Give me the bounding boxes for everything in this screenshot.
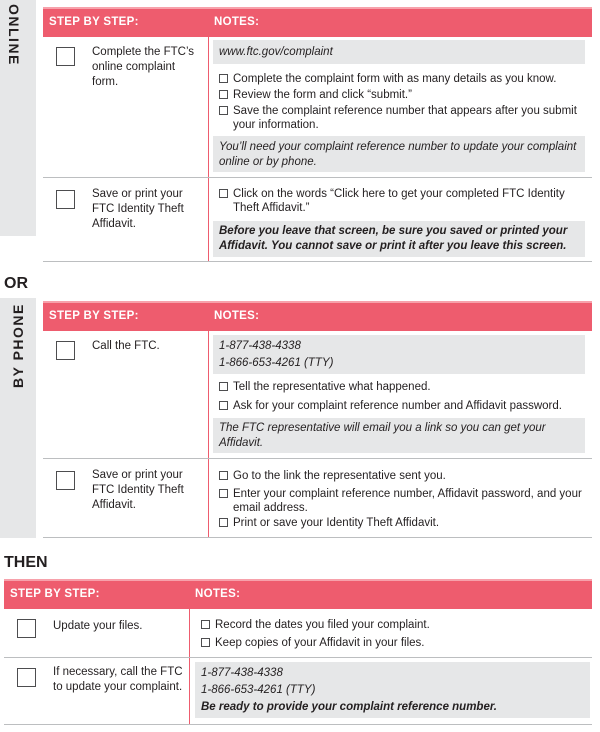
by-phone-label: BY PHONE	[10, 303, 26, 388]
phone-header	[43, 301, 592, 331]
checklist-item: Record the dates you filed your complaint.	[201, 618, 591, 632]
online-column-divider	[208, 37, 209, 261]
row-divider	[43, 261, 592, 262]
checkbox-icon[interactable]	[201, 620, 210, 629]
checkbox-icon[interactable]	[219, 489, 228, 498]
step-header: STEP BY STEP:	[10, 588, 100, 600]
phone-number: 1-877-438-4338	[219, 340, 301, 352]
checklist-item: Go to the link the representative sent you.	[219, 469, 585, 483]
checkbox-icon[interactable]	[219, 74, 228, 83]
checklist-item: Enter your complaint reference number, Affidavit password, and your email address.	[219, 487, 585, 515]
note-text: The FTC representative will email you a link so you can get your Affidavit.	[219, 422, 546, 449]
checkbox-icon[interactable]	[219, 401, 228, 410]
checklist-item: Tell the representative what happened.	[219, 380, 585, 394]
online-header	[43, 7, 592, 37]
checkbox-icon[interactable]	[219, 382, 228, 391]
checklist-item: Complete the complaint form with as many details as you know.	[219, 72, 585, 86]
step-text: Call the FTC.	[92, 340, 160, 352]
checkbox-icon[interactable]	[219, 106, 228, 115]
checklist-item: Ask for your complaint reference number and Affidavit password.	[219, 399, 585, 413]
step-checkbox[interactable]	[56, 471, 75, 490]
step-text: Update your files.	[53, 620, 143, 632]
step-text: Save or print your FTC Identity Theft Affidavit.	[92, 188, 184, 230]
step-checkbox[interactable]	[56, 190, 75, 209]
then-column-divider	[189, 609, 190, 725]
step-text: Save or print your FTC Identity Theft Affidavit.	[92, 469, 184, 511]
phone-number: 1-877-438-4338	[201, 667, 283, 679]
step-checkbox[interactable]	[17, 668, 36, 687]
tty-number: 1-866-653-4261 (TTY)	[219, 357, 334, 369]
notes-header: NOTES:	[214, 16, 260, 28]
step-header: STEP BY STEP:	[49, 310, 139, 322]
checklist-item: Click on the words “Click here to get your completed FTC Identity Theft Affidavit.”	[219, 187, 585, 215]
checklist-item: Keep copies of your Affidavit in your files.	[201, 636, 591, 650]
tty-number: 1-866-653-4261 (TTY)	[201, 684, 316, 696]
checkbox-icon[interactable]	[201, 638, 210, 647]
checklist-item: Save the complaint reference number that appears after you submit your information.	[219, 104, 585, 132]
step-checkbox[interactable]	[17, 619, 36, 638]
or-label: OR	[4, 275, 28, 292]
checkbox-icon[interactable]	[219, 189, 228, 198]
online-sidebar	[0, 0, 36, 236]
step-checkbox[interactable]	[56, 341, 75, 360]
warning-text: Before you leave that screen, be sure you saved or printed your Affidavit. You cannot save or print it after you leave this screen.	[219, 225, 568, 252]
row-divider	[43, 537, 592, 538]
checkbox-icon[interactable]	[219, 518, 228, 527]
row-divider	[4, 724, 592, 725]
step-checkbox[interactable]	[56, 47, 75, 66]
notes-header: NOTES:	[195, 588, 241, 600]
step-text: Complete the FTC’s online complaint form.	[92, 46, 195, 88]
checklist-item: Print or save your Identity Theft Affidavit.	[219, 516, 585, 530]
notes-header: NOTES:	[214, 310, 260, 322]
checkbox-icon[interactable]	[219, 471, 228, 480]
complaint-url[interactable]: www.ftc.gov/complaint	[219, 46, 333, 58]
checklist-item: Review the form and click “submit.”	[219, 88, 585, 102]
phone-sidebar	[0, 298, 36, 538]
row-divider	[4, 657, 592, 658]
checkbox-icon[interactable]	[219, 90, 228, 99]
online-label: ONLINE	[6, 4, 22, 66]
step-header: STEP BY STEP:	[49, 16, 139, 28]
row-divider	[43, 458, 592, 459]
row-divider	[43, 177, 592, 178]
reminder-text: Be ready to provide your complaint reference number.	[201, 701, 497, 713]
phone-column-divider	[208, 331, 209, 537]
then-label: THEN	[4, 554, 48, 571]
step-text: If necessary, call the FTC to update your complaint.	[53, 666, 183, 693]
then-header	[4, 579, 592, 609]
note-text: You’ll need your complaint reference number to update your complaint online or by phone.	[219, 141, 577, 168]
